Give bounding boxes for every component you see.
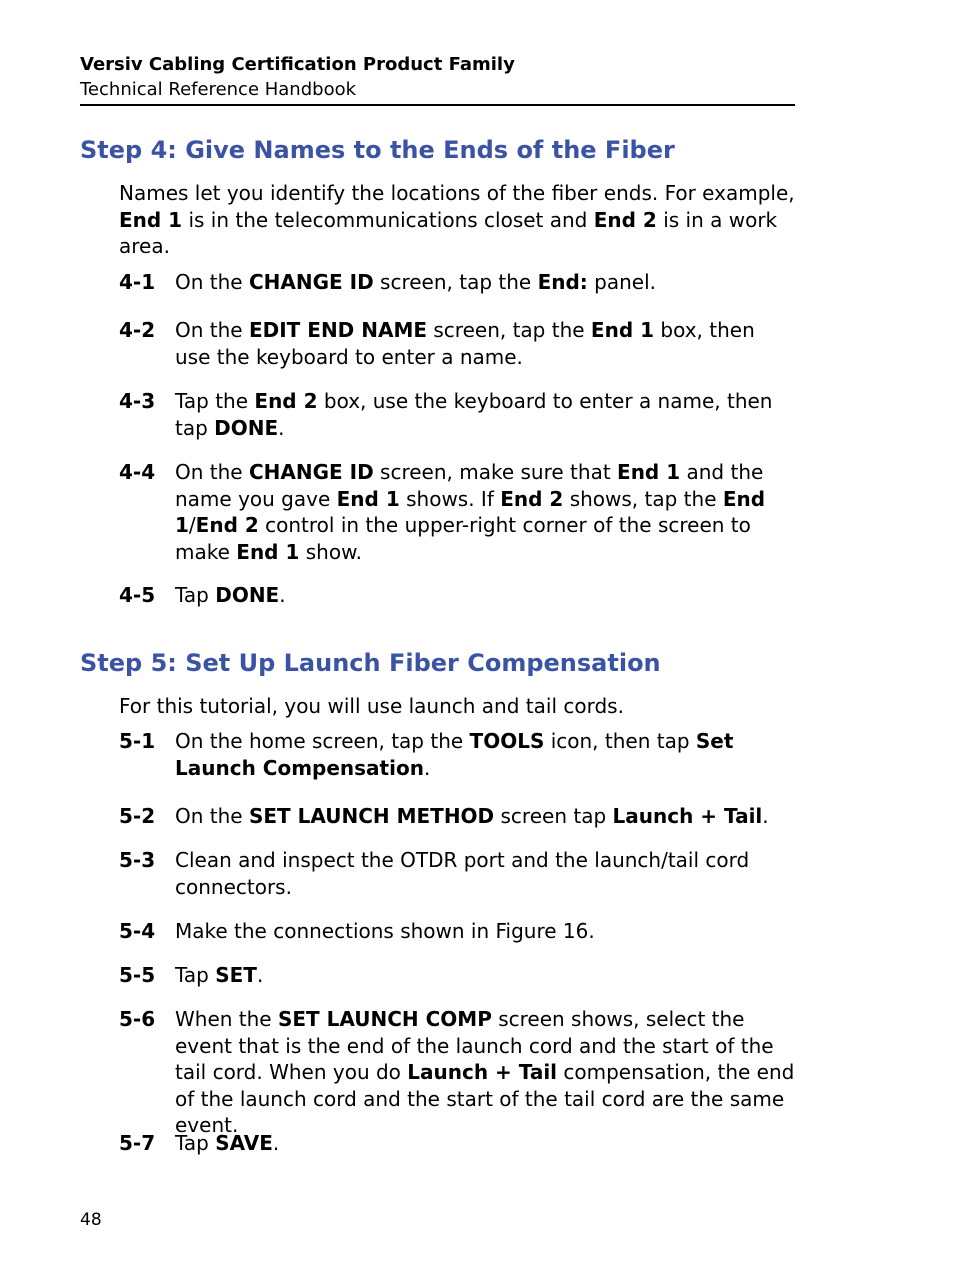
step-text xyxy=(175,269,795,296)
text-run: screen, tap the xyxy=(427,318,591,342)
bold-term: End 2 xyxy=(593,207,657,232)
step-4-4 xyxy=(119,459,795,565)
text-run: compensation, the end of the launch cord and the start of the tail cord are the same event. xyxy=(175,1060,795,1137)
bold-term: Launch + Tail xyxy=(407,1060,558,1084)
step-number: 5-4 xyxy=(119,919,156,943)
text-run: . xyxy=(256,963,264,987)
step-5-5 xyxy=(119,962,795,989)
step-text xyxy=(175,388,795,441)
running-header-book: Technical Reference Handbook xyxy=(80,79,357,100)
step-5-3 xyxy=(119,847,795,900)
step-number: 4-5 xyxy=(119,583,156,607)
bold-term: SAVE xyxy=(215,1131,273,1155)
step-number: 4-3 xyxy=(119,389,156,413)
text-run: screen shows, select the event that is the end of the launch cord and the start of the tail cord. When you do xyxy=(175,1007,774,1084)
bold-term: End 2 xyxy=(254,389,318,413)
text-run: screen, make sure that xyxy=(373,460,618,484)
step-number: 5-2 xyxy=(119,804,156,828)
text-run: For this tutorial, you will use launch and tail cords. xyxy=(119,694,624,718)
text-run: show. xyxy=(299,539,362,564)
running-header-product: Versiv Cabling Certification Product Family xyxy=(80,54,515,75)
text-run: Tap the xyxy=(175,389,255,413)
bold-term: End 1 xyxy=(119,207,183,232)
step-number: 5-5 xyxy=(119,963,156,987)
step-5-1 xyxy=(119,728,795,781)
text-run: box, use the keyboard to enter a name, then tap xyxy=(175,389,773,440)
step-number: 4-4 xyxy=(119,460,156,484)
step-4-2 xyxy=(119,317,795,370)
step-text xyxy=(175,962,795,989)
step-text xyxy=(175,459,795,565)
step-4-1 xyxy=(119,269,795,296)
step-number: 5-7 xyxy=(119,1131,156,1155)
step-number: 5-1 xyxy=(119,729,156,753)
section-4-title: Step 4: Give Names to the Ends of the Fiber xyxy=(80,136,675,164)
text-run: shows, tap the xyxy=(563,486,723,511)
bold-term: End 2 xyxy=(500,486,564,511)
step-number: 4-1 xyxy=(119,270,156,294)
step-text xyxy=(175,1130,795,1157)
bold-term: SET LAUNCH COMP xyxy=(277,1007,492,1031)
header-rule xyxy=(80,104,795,106)
bold-term: DONE xyxy=(215,583,280,607)
text-run: When the xyxy=(175,1007,278,1031)
text-run: . xyxy=(762,804,769,828)
bold-term: End 2 xyxy=(195,513,259,537)
text-run: icon, then tap xyxy=(544,729,696,753)
text-run: . xyxy=(278,415,285,440)
text-run: On the xyxy=(175,270,249,294)
bold-term: End 1 xyxy=(336,486,400,511)
step-4-3 xyxy=(119,388,795,441)
text-run: Names let you identify the locations of the fiber ends. For example, xyxy=(119,181,795,205)
page-number: 48 xyxy=(80,1210,102,1230)
text-run: On the home screen, tap the xyxy=(175,729,470,753)
text-run: On the xyxy=(175,460,249,484)
text-run: is in a work area. xyxy=(119,207,778,258)
bold-term: End 1 xyxy=(175,486,766,537)
text-run: and the name you gave xyxy=(175,460,764,511)
bold-term: Set Launch Compensation xyxy=(175,729,734,780)
text-run: control in the upper-right corner of the screen to make xyxy=(175,513,751,564)
step-text xyxy=(175,847,795,900)
bold-term: DONE xyxy=(214,415,279,440)
step-text xyxy=(175,1006,795,1139)
text-run: / xyxy=(188,513,196,537)
bold-term: CHANGE ID xyxy=(248,460,374,484)
bold-term: EDIT END NAME xyxy=(248,318,428,342)
step-5-6 xyxy=(119,1006,795,1139)
step-5-7 xyxy=(119,1130,795,1157)
step-5-2 xyxy=(119,803,795,830)
bold-term: End 1 xyxy=(236,539,300,564)
bold-term: End 1 xyxy=(590,318,655,342)
text-run: screen, tap the xyxy=(373,270,538,294)
bold-term: SET LAUNCH METHOD xyxy=(248,804,495,828)
step-text xyxy=(175,803,795,830)
text-run: is in the telecommunications closet and xyxy=(182,207,594,232)
step-5-4 xyxy=(119,918,795,945)
bold-term: End 1 xyxy=(617,460,681,484)
step-text xyxy=(175,317,795,370)
step-text xyxy=(175,918,795,945)
text-run: . xyxy=(423,755,431,780)
text-run: shows. If xyxy=(399,486,501,511)
text-run: Tap xyxy=(175,583,216,607)
text-run: Clean and inspect the OTDR port and the launch/tail cord connectors. xyxy=(175,848,750,899)
section-4-intro xyxy=(119,180,795,260)
text-run: Tap xyxy=(175,1131,216,1155)
bold-term: TOOLS xyxy=(469,729,545,753)
section-5-title: Step 5: Set Up Launch Fiber Compensation xyxy=(80,649,661,677)
bold-term: CHANGE ID xyxy=(248,270,374,294)
text-run: box, then use the keyboard to enter a name. xyxy=(175,318,755,369)
step-text xyxy=(175,728,795,781)
step-text xyxy=(175,582,795,609)
section-5-intro xyxy=(119,693,795,720)
bold-term: SET xyxy=(215,963,257,987)
step-number: 5-3 xyxy=(119,848,156,872)
bold-term: End: xyxy=(537,270,588,294)
text-run: On the xyxy=(175,318,249,342)
text-run: . xyxy=(272,1131,280,1155)
text-run: . xyxy=(279,583,286,607)
step-number: 4-2 xyxy=(119,318,156,342)
text-run: Tap xyxy=(175,963,216,987)
text-run: Make the connections shown in Figure 16. xyxy=(175,919,595,943)
bold-term: Launch + Tail xyxy=(612,804,763,828)
step-4-5 xyxy=(119,582,795,609)
step-number: 5-6 xyxy=(119,1007,156,1031)
text-run: screen tap xyxy=(494,804,613,828)
text-run: panel. xyxy=(587,270,656,294)
text-run: On the xyxy=(175,804,249,828)
